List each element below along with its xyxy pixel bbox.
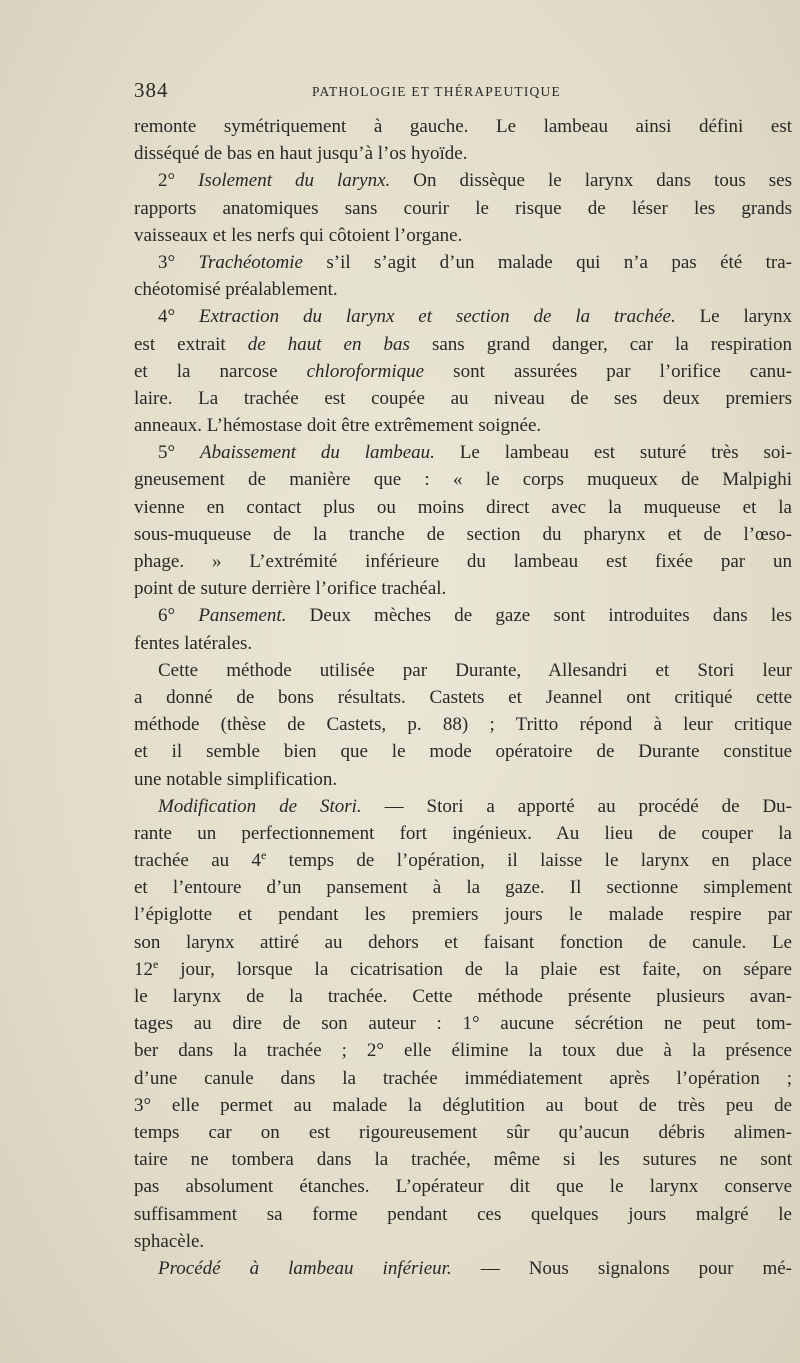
text-line: phage. » L’extrémité inférieure du lambeau est fixée par un (134, 551, 792, 572)
text-line: et l’entoure d’un pansement à la gaze. Il sectionne simplement (134, 877, 792, 899)
text-line: 3° elle permet au malade la déglutition au bout de très peu de (134, 1094, 792, 1116)
text-run: On dissèque le larynx dans tous ses (390, 170, 792, 192)
text-run: 2° (158, 170, 199, 192)
text-line: remonte symétriquement à gauche. Le lambeau ainsi défini est (134, 116, 792, 137)
italic-run: Modification de Stori. (158, 795, 362, 817)
italic-run: de haut en bas (247, 333, 410, 355)
italic-run: Isolement du larynx. (198, 170, 391, 192)
italic-run: Extraction du larynx et section de la trachée. (198, 306, 676, 328)
text-line: pas absolument étanches. L’opérateur dit que le larynx conserve (134, 1176, 792, 1198)
text-line: d’une canule dans la trachée immédiatement après l’opération ; (134, 1067, 792, 1089)
text-line: laire. La trachée est coupée au niveau de ses deux premiers (134, 387, 792, 409)
text-run: — Stori a apporté au procédé de Du- (361, 795, 792, 817)
text-line: Cette méthode utilisée par Durante, Allesandri et Stori leur (158, 659, 792, 681)
text-line: ber dans la trachée ; 2° elle élimine la toux due à la présence (134, 1040, 792, 1062)
superscript: e (261, 848, 267, 863)
text-run: est extrait (134, 333, 248, 355)
text-line: et il semble bien que le mode opératoire de Durante constitue (134, 741, 792, 763)
text-run: trachée au 4 (134, 850, 261, 872)
text-run: sont assurées par l’orifice canu- (424, 360, 792, 382)
text-run: 6° (158, 605, 199, 627)
text-run: 12 (134, 958, 153, 980)
text-run: jour, lorsque la cicatrisation de la plaie est faite, on sépare (158, 958, 792, 980)
page-number: 384 (134, 78, 169, 102)
text-line: chéotomisé préalablement. (134, 279, 338, 301)
italic-run: Trachéotomie (198, 251, 303, 273)
text-run: et la narcose (134, 360, 307, 382)
text-run: Le lambeau est suturé très soi- (434, 442, 792, 464)
text-run: Deux mèches de gaze sont introduites dans les (286, 605, 792, 627)
text-line (134, 167, 792, 194)
text-run: — Nous signalons pour mé- (451, 1257, 792, 1279)
superscript: e (153, 956, 159, 971)
text-line: vienne en contact plus ou moins direct avec la muqueuse et la (134, 496, 792, 518)
text-line: rapports anatomiques sans courir le risque de léser les grands (134, 197, 792, 219)
text-run: 5° (158, 442, 200, 464)
text-line: suffisamment sa forme pendant ces quelques jours malgré le (134, 1203, 792, 1225)
text-line (134, 358, 792, 385)
text-line (134, 847, 792, 874)
italic-run: Abaissement du lambeau. (199, 442, 435, 464)
text-line: taire ne tombera dans la trachée, même si les sutures ne sont (134, 1149, 792, 1171)
text-line: vaisseaux et les nerfs qui côtoient l’organe. (134, 224, 463, 246)
text-line: méthode (thèse de Castets, p. 88) ; Tritto répond à leur critique (134, 714, 792, 736)
text-line (134, 1255, 792, 1282)
text-line: une notable simplification. (134, 768, 338, 790)
text-line: rante un perfectionnement fort ingénieux. Au lieu de couper la (134, 822, 792, 844)
text-line (134, 331, 792, 358)
text-line: tages au dire de son auteur : 1° aucune sécrétion ne peut tom- (134, 1013, 792, 1035)
text-line: anneaux. L’hémostase doit être extrêmement soignée. (134, 415, 542, 437)
italic-run: Pansement. (198, 605, 287, 627)
text-line (134, 439, 792, 466)
italic-run: chloroformique (306, 360, 425, 382)
italic-run: Procédé à lambeau inférieur. (158, 1257, 452, 1279)
text-run: Le larynx (675, 306, 792, 328)
text-line (134, 249, 792, 276)
text-line: son larynx attiré au dehors et faisant fonction de canule. Le (134, 931, 792, 953)
text-run: 4° (158, 306, 199, 328)
text-line: gneusement de manière que : « le corps muqueux de Malpighi (134, 469, 792, 491)
text-line: temps car on est rigoureusement sûr qu’aucun débris alimen- (134, 1121, 792, 1143)
text-line (134, 793, 792, 820)
text-line: l’épiglotte et pendant les premiers jours le malade respire par (134, 904, 792, 926)
text-line: point de suture derrière l’orifice trachéal. (134, 578, 447, 600)
text-line (134, 602, 792, 629)
text-line (134, 956, 792, 983)
page-header (134, 78, 792, 106)
text-line: sphacèle. (134, 1230, 205, 1252)
running-title: PATHOLOGIE ET THÉRAPEUTIQUE (312, 84, 561, 99)
body-text (134, 113, 792, 1282)
text-run: temps de l’opération, il laisse le larynx en place (266, 850, 792, 872)
text-line: disséqué de bas en haut jusqu’à l’os hyoïde. (134, 143, 468, 165)
text-run: s’il s’agit d’un malade qui n’a pas été tra- (302, 251, 792, 273)
text-line (134, 303, 792, 330)
text-line: sous-muqueuse de la tranche de section du pharynx et de l’œso- (134, 523, 792, 545)
text-line: fentes latérales. (134, 632, 253, 654)
text-run: sans grand danger, car la respiration (409, 333, 792, 355)
text-line: le larynx de la trachée. Cette méthode présente plusieurs avan- (134, 986, 792, 1007)
text-run: 3° (158, 251, 199, 273)
text-line: a donné de bons résultats. Castets et Jeannel ont critiqué cette (134, 686, 792, 708)
